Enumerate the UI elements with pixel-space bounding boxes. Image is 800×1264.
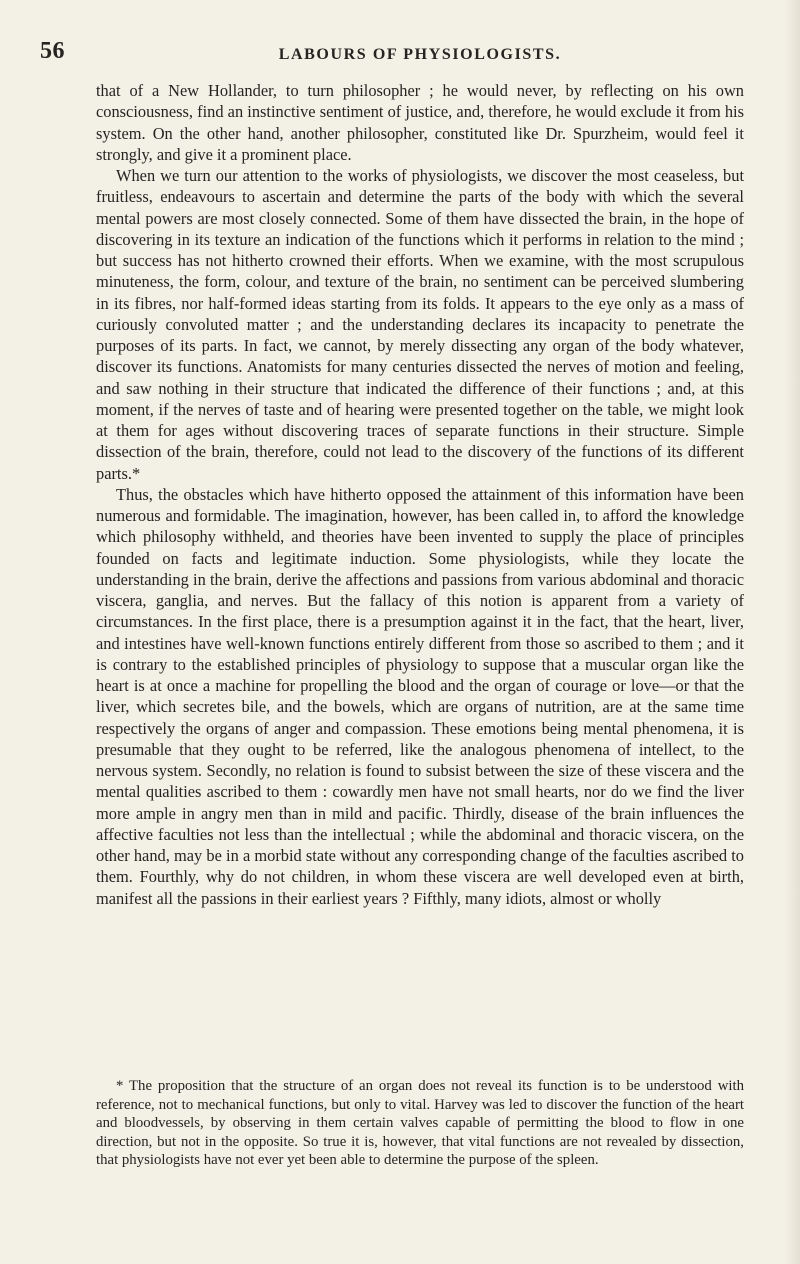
footnote-text: * The proposition that the structure of an organ does not reveal its function is to be understood with reference, not to mechanical functions, but only to vital. Harvey was led to discover the function of the heart and bloodvessels, by observing in them certain valves capable of permitting the blood to flow in one direction, but not in the opposite. So true it is, however, that vital functions are not revealed by dissection, that physiologists have not ever yet been able to determine the purpose of the spleen. — [96, 1078, 744, 1169]
running-head: LABOURS OF PHYSIOLOGISTS. — [278, 46, 562, 63]
page-header — [40, 38, 740, 68]
page-number: 56 — [40, 38, 65, 64]
paragraph-2: When we turn our attention to the works of physiologists, we discover the most ceaseless, but fruitless, endeavours to ascertain and determine the parts of the body with which the several mental powers are most closely connected. Some of them have dissected the brain, in the hope of discovering in its texture an indication of the functions which it performs in relation to the mind ; but success has not hitherto crowned their efforts. When we examine, with the most scrupulous minuteness, the form, colour, and texture of the brain, no sentiment can be perceived slumbering in its fibres, nor half-formed ideas starting from its folds. It appears to the eye only as a mass of curiously convoluted matter ; and the understanding declares its incapacity to penetrate the purposes of its parts. In fact, we cannot, by merely dissecting any organ of the body whatever, discover its functions. Anatomists for many centuries dissected the nerves of motion and feeling, and saw nothing in their structure that indicated the difference of their functions ; and, at this moment, if the nerves of taste and of hearing were presented together on the table, we might look at them for ages without discovering traces of separate functions in their structure. Simple dissection of the brain, therefore, could not lead to the discovery of the functions of its different parts.* — [96, 166, 744, 483]
paragraph-1: that of a New Hollander, to turn philosopher ; he would never, by reflecting on his own consciousness, find an instinctive sentiment of justice, and, therefore, he would exclude it from his system. On the other hand, another philosopher, constituted like Dr. Spurzheim, would feel it strongly, and give it a prominent place. — [96, 81, 744, 164]
body-text — [96, 80, 744, 909]
page-edge-shadow — [784, 0, 800, 1264]
footnote — [96, 1077, 744, 1170]
paragraph-3: Thus, the obstacles which have hitherto opposed the attainment of this information have been numerous and formidable. The imagination, however, has been called in, to afford the knowledge which philosophy withheld, and theories have been invented to supply the place of principles founded on facts and legitimate induction. Some physiologists, while they locate the understanding in the brain, derive the affections and passions from various abdominal and thoracic viscera, ganglia, and nerves. But the fallacy of this notion is apparent from a variety of circumstances. In the first place, there is a presumption against it in the fact, that the heart, liver, and intestines have well-known functions entirely different from those so ascribed to them ; and it is contrary to the established principles of physiology to suppose that a muscular organ like the heart is at once a machine for propelling the blood and the organ of courage or love—or that the liver, which secretes bile, and the bowels, which are organs of nutrition, are at the same time respectively the organs of anger and compassion. These emotions being mental phenomena, it is presumable that they ought to be referred, like the analogous phenomena of intellect, to the nervous system. Secondly, no relation is found to subsist between the size of these viscera and the mental qualities ascribed to them : cowardly men have not small hearts, nor do we find the liver more ample in angry men than in mild and pacific. Thirdly, disease of the brain influences the affective faculties not less than the intellectual ; while the abdominal and thoracic viscera, on the other hand, may be in a morbid state without any corresponding change of the faculties ascribed to them. Fourthly, why do not children, in whom these viscera are well developed even at birth, manifest all the passions in their earliest years ? Fifthly, many idiots, almost or wholly — [96, 484, 744, 908]
